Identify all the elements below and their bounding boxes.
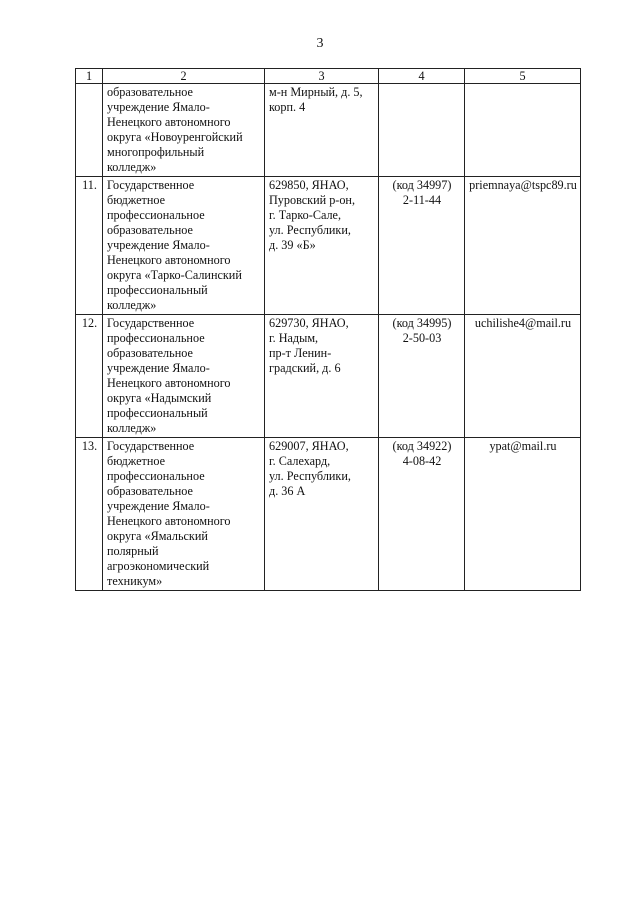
institution-email: priemnaya@tspc89.ru	[465, 177, 581, 315]
institution-name: Государственное профессиональное образовательное учреждение Ямало- Ненецкого автономного округа «Надымский профессиональный колледж»	[103, 315, 265, 438]
institution-phone	[379, 84, 465, 177]
institution-address: 629730, ЯНАО, г. Надым, пр-т Ленин- градский, д. 6	[265, 315, 379, 438]
institution-email: uchilishe4@mail.ru	[465, 315, 581, 438]
institution-name: Государственное бюджетное профессиональное образовательное учреждение Ямало- Ненецкого автономного округа «Тарко-Салинский профессиональный колледж»	[103, 177, 265, 315]
table-row	[76, 438, 581, 591]
column-header: 5	[465, 69, 581, 84]
page-number: 3	[316, 36, 324, 51]
institution-address: м-н Мирный, д. 5, корп. 4	[265, 84, 379, 177]
column-header: 4	[379, 69, 465, 84]
institution-address: 629850, ЯНАО, Пуровский р-он, г. Тарко-Сале, ул. Республики, д. 39 «Б»	[265, 177, 379, 315]
table-header-row	[76, 69, 581, 84]
institution-phone: (код 34922) 4-08-42	[379, 438, 465, 591]
column-header: 2	[103, 69, 265, 84]
row-number: 13.	[76, 438, 103, 591]
institution-email: ypat@mail.ru	[465, 438, 581, 591]
table-row	[76, 177, 581, 315]
institution-name: образовательное учреждение Ямало- Ненецкого автономного округа «Новоуренгойский многопрофильный колледж»	[103, 84, 265, 177]
institution-name: Государственное бюджетное профессиональное образовательное учреждение Ямало- Ненецкого автономного округа «Ямальский полярный агроэкономический техникум»	[103, 438, 265, 591]
row-number	[76, 84, 103, 177]
row-number: 12.	[76, 315, 103, 438]
institutions-table	[75, 68, 581, 591]
column-header: 1	[76, 69, 103, 84]
institution-phone: (код 34997) 2-11-44	[379, 177, 465, 315]
row-number: 11.	[76, 177, 103, 315]
institution-email	[465, 84, 581, 177]
column-header: 3	[265, 69, 379, 84]
table-row	[76, 315, 581, 438]
institution-phone: (код 34995) 2-50-03	[379, 315, 465, 438]
table-row	[76, 84, 581, 177]
institution-address: 629007, ЯНАО, г. Салехард, ул. Республики, д. 36 А	[265, 438, 379, 591]
